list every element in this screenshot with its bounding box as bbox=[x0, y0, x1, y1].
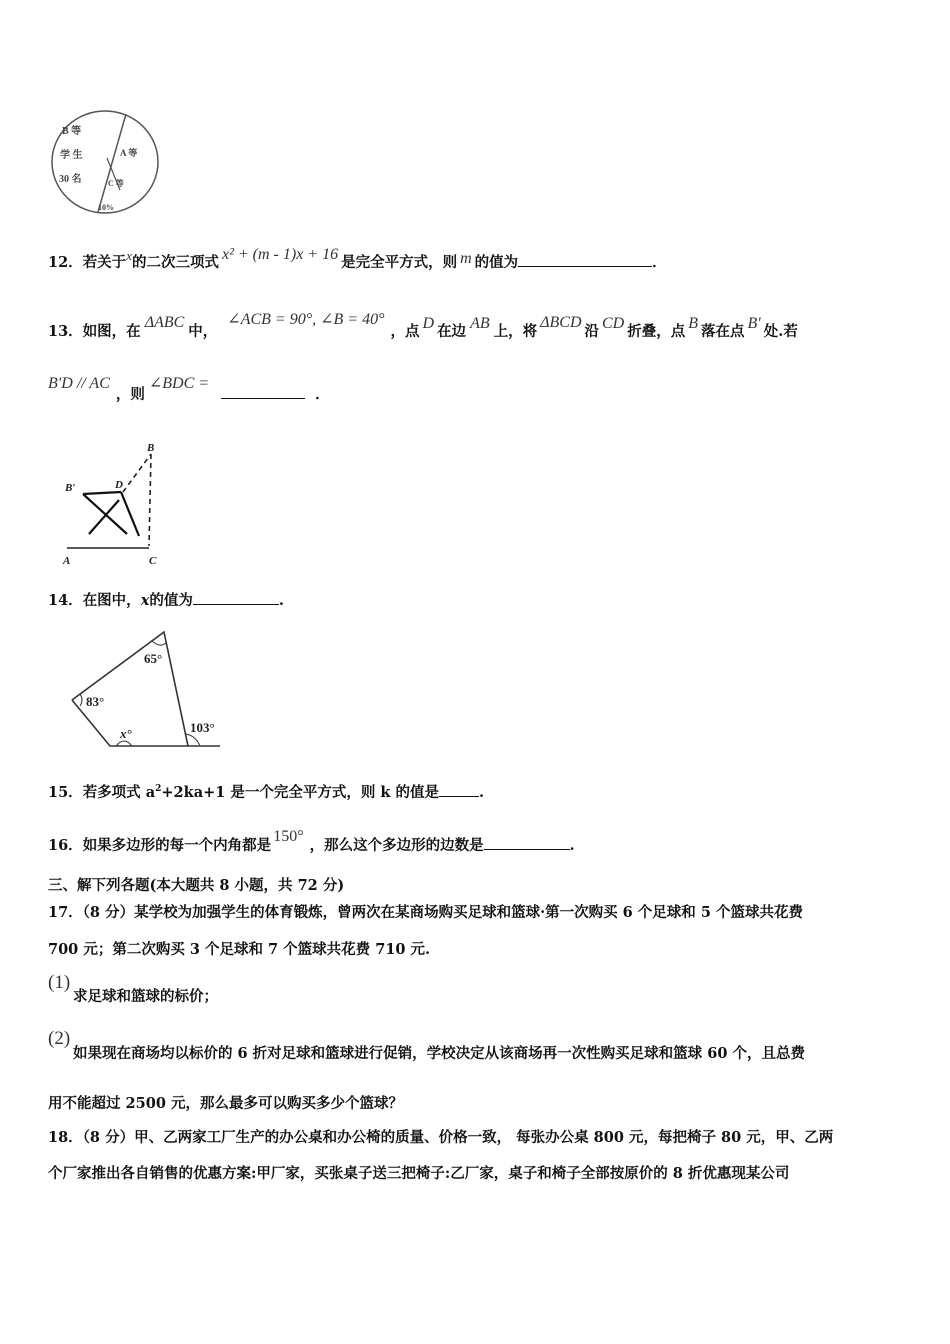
pie-divider-1 bbox=[98, 114, 126, 212]
q13-text-5: 上，将 bbox=[493, 323, 538, 340]
q13-text-7: 折叠，点 bbox=[627, 323, 686, 340]
q14-end: . bbox=[278, 592, 284, 609]
q13-answer-blank[interactable] bbox=[221, 384, 305, 399]
q13-side-ab: AB bbox=[470, 315, 490, 332]
fig13-line-d-c bbox=[121, 492, 139, 536]
q12-var-x: x bbox=[126, 248, 132, 263]
fig13-line-db-dashed bbox=[123, 454, 151, 492]
q13-text-8: 落在点 bbox=[701, 323, 745, 340]
fold-triangle-figure bbox=[55, 438, 170, 570]
pie-label-a: A 等 bbox=[120, 148, 138, 158]
q12-expression: x² + (m - 1)x + 16 bbox=[221, 246, 339, 263]
q12-end: ． bbox=[652, 254, 667, 271]
q15-end: . bbox=[479, 784, 485, 801]
question-13-line-2 bbox=[48, 373, 330, 404]
q12-text-4: 的值为 bbox=[474, 254, 519, 271]
q13-text-6: 沿 bbox=[584, 323, 599, 340]
q16-answer-blank[interactable] bbox=[484, 835, 570, 850]
question-17-line-2: 700 元；第二次购买 3 个足球和 7 个篮球共花费 710 元. bbox=[48, 941, 431, 958]
q17-part-1-text: 求足球和篮球的标价； bbox=[73, 988, 218, 1005]
fig14-label-65: 65° bbox=[144, 651, 163, 666]
q17-part-1 bbox=[48, 972, 70, 994]
pie-chart-figure bbox=[50, 108, 165, 216]
q14-number: 14． bbox=[48, 592, 83, 609]
q12-number: 12． bbox=[48, 254, 83, 271]
fig14-arc-65 bbox=[152, 641, 166, 645]
q12-answer-blank[interactable] bbox=[518, 252, 652, 267]
q13-text-1: 如图，在 bbox=[82, 323, 141, 340]
q17-part-2-text: 如果现在商场均以标价的 6 折对足球和篮球进行促销，学校决定从该商场再一次性购买足球和篮球 60 个，且总费 bbox=[73, 1045, 805, 1062]
fig13-label-bprime: B′ bbox=[65, 482, 76, 494]
question-18-line-2: 个厂家推出各自销售的优惠方案:甲厂家，买张桌子送三把椅子:乙厂家，桌子和椅子全部按原价的 8 折优惠现某公司 bbox=[48, 1165, 790, 1182]
fig13-line-a-d bbox=[89, 500, 119, 534]
question-14 bbox=[48, 589, 284, 610]
q12-var-m: m bbox=[460, 250, 472, 267]
q14-text-1: 在图中， bbox=[82, 592, 141, 609]
fig13-line-bc-dashed bbox=[149, 454, 151, 546]
q13-text-4: 在边 bbox=[437, 323, 467, 340]
fig13-label-c: C bbox=[149, 555, 157, 567]
fig14-label-x: x° bbox=[120, 726, 132, 741]
fig13-label-b: B bbox=[147, 442, 155, 454]
q13-number: 13． bbox=[48, 323, 83, 340]
fig14-label-103: 103° bbox=[190, 720, 215, 735]
fig13-line-bprime-c bbox=[83, 494, 127, 534]
q13-parallel: B′D // AC bbox=[48, 375, 110, 392]
q15-superscript: 2 bbox=[155, 784, 162, 795]
q16-degree: 150° bbox=[273, 828, 304, 845]
q17-part-2 bbox=[48, 1028, 70, 1050]
q15-number: 15． bbox=[48, 784, 83, 801]
q13-side-cd: CD bbox=[602, 315, 625, 332]
pie-label-b2: 学 生 bbox=[60, 150, 83, 161]
q12-text-3: 是完全平方式，则 bbox=[341, 254, 458, 271]
question-18-line-1: 18．（8 分）甲、乙两家工厂生产的办公桌和办公椅的质量、价格一致， 每张办公桌 800 元，每把椅子 80 元，甲、乙两 bbox=[48, 1129, 834, 1146]
q15-text-1: 若多项式 a bbox=[82, 784, 156, 801]
q13-text-10: ，则 bbox=[115, 386, 145, 403]
q17-part-1-number: (1) bbox=[48, 972, 71, 993]
pie-label-c: C 等 bbox=[108, 179, 124, 188]
q15-text-2: +2ka+1 是一个完全平方式，则 k 的值是 bbox=[161, 784, 440, 801]
q17-part-2-text-2: 用不能超过 2500 元，那么最多可以购买多少个篮球？ bbox=[48, 1095, 403, 1112]
pie-label-b3: 30 名 bbox=[59, 174, 82, 185]
q13-angle-bdc: ∠BDC = bbox=[148, 375, 210, 392]
q14-var-x: x bbox=[140, 592, 150, 609]
q13-end: ． bbox=[315, 386, 330, 403]
q13-text-9: 处.若 bbox=[763, 323, 798, 340]
q15-answer-blank[interactable] bbox=[439, 782, 479, 797]
q13-text-2: 中， bbox=[188, 323, 218, 340]
q13-point-bprime: B′ bbox=[747, 315, 761, 332]
q14-answer-blank[interactable] bbox=[193, 590, 279, 605]
question-15 bbox=[48, 781, 484, 802]
q13-point-b: B bbox=[688, 315, 699, 332]
pie-label-c-pct: 10% bbox=[98, 203, 114, 212]
question-16 bbox=[48, 828, 575, 855]
question-17-line-1: 17．（8 分）某学校为加强学生的体育锻炼，曾两次在某商场购买足球和篮球·第一次购买 6 个足球和 5 个篮球共花费 bbox=[48, 904, 803, 921]
q13-angles: ∠ACB = 90°, ∠B = 40° bbox=[227, 311, 385, 328]
fig13-label-d: D bbox=[115, 479, 123, 491]
pentagon-figure bbox=[66, 626, 226, 752]
section-3-title: 三、解下列各题(本大题共 8 小题，共 72 分) bbox=[48, 877, 345, 894]
question-13 bbox=[48, 309, 798, 341]
q13-triangle-abc: ΔABC bbox=[144, 314, 185, 331]
question-12 bbox=[48, 246, 667, 272]
fig14-label-83: 83° bbox=[86, 694, 105, 709]
q16-text-2: ，那么这个多边形的边数是 bbox=[309, 837, 484, 854]
q13-point-d: D bbox=[422, 315, 435, 332]
q13-triangle-bcd: ΔBCD bbox=[540, 314, 582, 331]
fig13-line-bprime-d bbox=[83, 492, 121, 494]
fig13-label-a: A bbox=[63, 555, 71, 567]
q12-text-1: 若关于 bbox=[82, 254, 127, 271]
q14-text-2: 的值为 bbox=[149, 592, 193, 609]
q12-text-2: 的二次三项式 bbox=[131, 254, 219, 271]
q16-number: 16． bbox=[48, 837, 83, 854]
fig14-arc-83 bbox=[80, 694, 82, 706]
pie-label-b: B 等 bbox=[62, 126, 82, 137]
q13-text-3: ，点 bbox=[390, 323, 420, 340]
q16-end: . bbox=[569, 837, 575, 854]
q17-part-2-number: (2) bbox=[48, 1028, 71, 1049]
q16-text-1: 如果多边形的每一个内角都是 bbox=[82, 837, 272, 854]
